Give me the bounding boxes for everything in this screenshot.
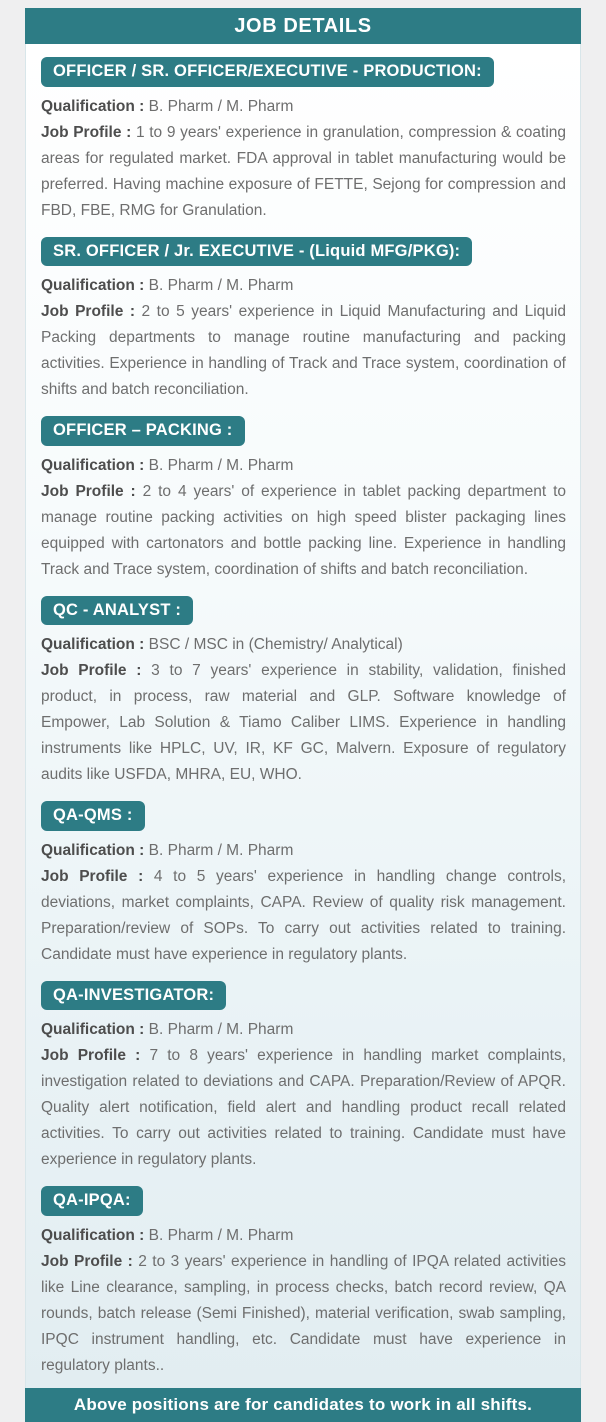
job-profile-paragraph (41, 479, 566, 583)
qualification-value: B. Pharm / M. Pharm (148, 841, 294, 859)
page-title: JOB DETAILS (25, 8, 581, 44)
qualification-label: Qualification : (41, 1226, 145, 1244)
job-title-badge: QA-INVESTIGATOR: (41, 981, 226, 1011)
qualification-value: B. Pharm / M. Pharm (148, 277, 294, 294)
qualification-label: Qualification : (41, 841, 145, 859)
job-section (41, 416, 566, 583)
job-profile-text: 2 to 4 years' of experience in tablet packing department to manage routine packing activities on high speed blister packaging lines equipped with cartonators and bottle packing line. Experience in handling Track and Trace system, coordination of shifts and batch reconciliation. (41, 482, 566, 578)
qualification-line (41, 632, 566, 657)
job-title-badge: OFFICER – PACKING : (41, 416, 245, 446)
job-section (41, 596, 566, 789)
qualification-label: Qualification : (41, 1021, 145, 1038)
job-section (41, 57, 566, 224)
qualification-line (41, 838, 566, 863)
job-profile-paragraph (41, 864, 566, 968)
qualification-line (41, 453, 566, 478)
footer-note: Above positions are for candidates to work in all shifts. (25, 1388, 581, 1422)
job-title-badge: QA-IPQA: (41, 1186, 143, 1216)
job-profile-paragraph (41, 299, 566, 403)
qualification-value: BSC / MSC in (Chemistry/ Analytical) (148, 636, 403, 653)
job-profile-label: Job Profile : (41, 662, 142, 679)
job-profile-paragraph (41, 120, 566, 224)
job-profile-paragraph (41, 658, 566, 788)
job-profile-label: Job Profile : (41, 303, 135, 320)
job-profile-label: Job Profile : (41, 482, 136, 500)
job-profile-text: 2 to 5 years' experience in Liquid Manufacturing and Liquid Packing departments to manage routine manufacturing and packing activities. Experience in handling of Track and Trace system, coordination of shifts and batch reconciliation. (41, 303, 566, 398)
content-area (25, 44, 581, 1388)
qualification-line (41, 1017, 566, 1042)
job-title-badge: QC - ANALYST : (41, 596, 193, 626)
job-section (41, 1186, 566, 1379)
job-profile-text: 3 to 7 years' experience in stability, validation, finished product, in process, raw material and GLP. Software knowledge of Empower, Lab Solution & Tiamo Caliber LIMS. Experience in handling instruments like HPLC, UV, IR, KF GC, Malvern. Exposure of regulatory audits like USFDA, MHRA, EU, WHO. (41, 662, 566, 783)
job-section (41, 237, 566, 404)
job-profile-text: 2 to 3 years' experience in handling of IPQA related activities like Line clearance, sampling, in process checks, batch record review, QA rounds, batch release (Semi Finished), material verification, swab sampling, IPQC instrument handling, etc. Candidate must have experience in regulatory plants.. (41, 1252, 566, 1374)
job-profile-text: 7 to 8 years' experience in handling market complaints, investigation related to deviations and CAPA. Preparation/Review of APQR. Quality alert notification, field alert and handling product recall related activities. To carry out activities related to training. Candidate must have experience in regulatory plants. (41, 1047, 567, 1168)
job-profile-text: 1 to 9 years' experience in granulation, compression & coating areas for regulated market. FDA approval in tablet manufacturing would be preferred. Having machine exposure of FETTE, Sejong for compression and FBD, FBE, RMG for Granulation. (41, 123, 566, 219)
job-profile-label: Job Profile : (41, 1252, 133, 1270)
job-profile-label: Job Profile : (41, 867, 144, 885)
job-title-badge: QA-QMS : (41, 801, 145, 831)
job-details-document (25, 8, 581, 1422)
qualification-value: B. Pharm / M. Pharm (148, 1021, 294, 1038)
qualification-label: Qualification : (41, 277, 145, 294)
job-title-badge: SR. OFFICER / Jr. EXECUTIVE - (Liquid MFG/PKG): (41, 237, 472, 267)
qualification-value: B. Pharm / M. Pharm (148, 1226, 294, 1244)
job-profile-text: 4 to 5 years' experience in handling change controls, deviations, market complaints, CAPA. Review of quality risk management. Preparation/review of SOPs. To carry out activities related to training. Candidate must have experience in regulatory plants. (41, 867, 566, 963)
job-profile-label: Job Profile : (41, 123, 132, 141)
qualification-label: Qualification : (41, 97, 145, 115)
qualification-line (41, 1223, 566, 1248)
job-section (41, 981, 566, 1174)
job-title-badge: OFFICER / SR. OFFICER/EXECUTIVE - PRODUCTION: (41, 57, 494, 87)
qualification-value: B. Pharm / M. Pharm (148, 456, 294, 474)
job-profile-paragraph (41, 1249, 566, 1379)
qualification-label: Qualification : (41, 456, 145, 474)
qualification-label: Qualification : (41, 636, 145, 653)
qualification-line (41, 273, 566, 298)
job-section (41, 801, 566, 968)
job-profile-label: Job Profile : (41, 1047, 141, 1064)
job-profile-paragraph (41, 1043, 566, 1173)
qualification-value: B. Pharm / M. Pharm (148, 97, 294, 115)
qualification-line (41, 94, 566, 119)
